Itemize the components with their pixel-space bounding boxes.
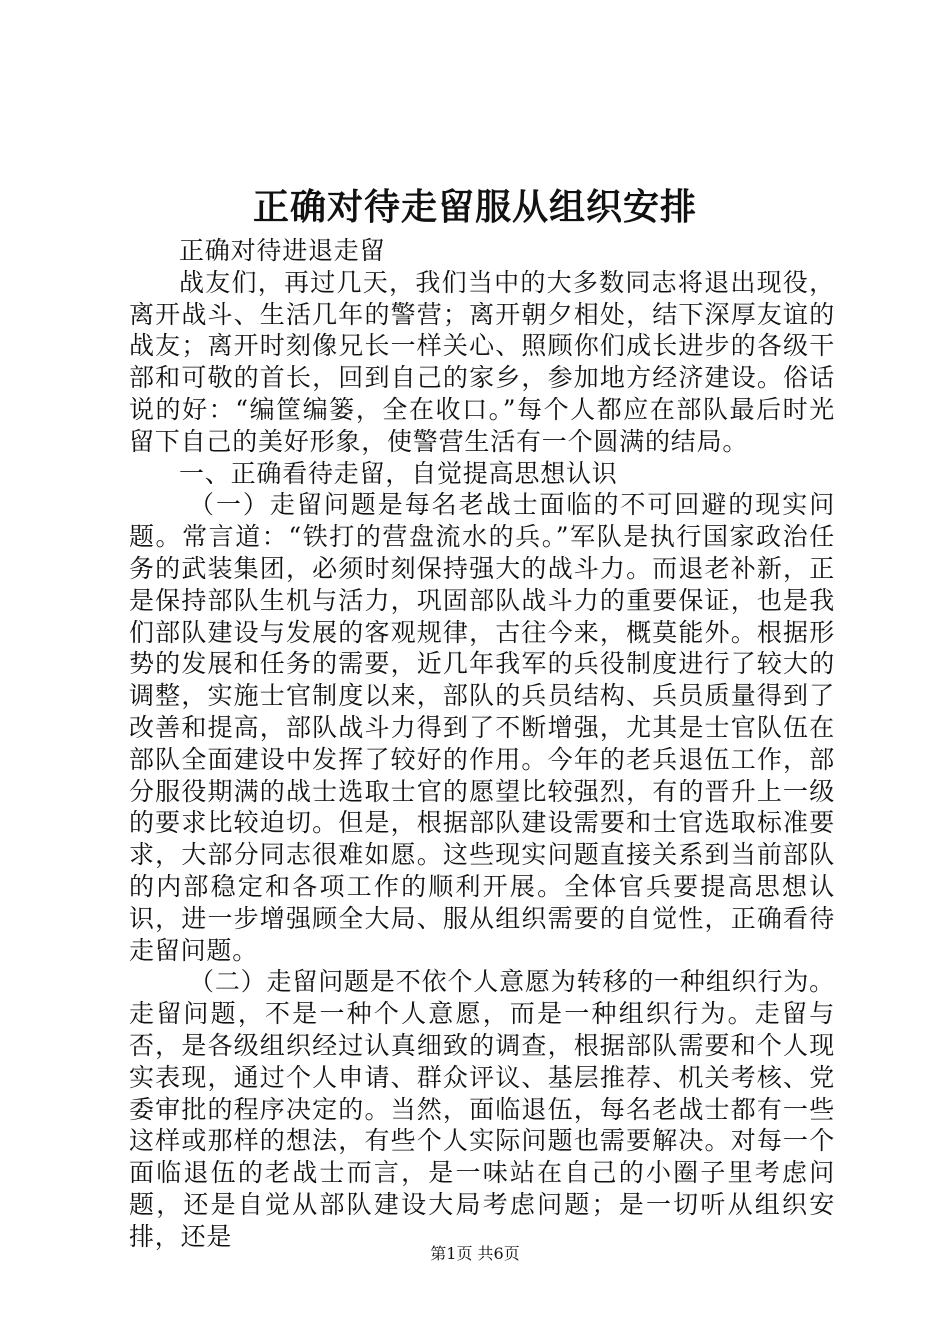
paragraph-intro: 战友们，再过几天，我们当中的大多数同志将退出现役，离开战斗、生活几年的警营；离开朝夕相处，结下深厚友谊的战友；离开时刻像兄长一样关心、照顾你们成长进步的各级干部和可敬的首长，回到自己的家乡，参加地方经济建设。俗话说的好：“编筐编篓，全在收口。”每个人都应在部队最后时光留下自己的美好形象，使警营生活有一个圆满的结局。 bbox=[129, 267, 835, 456]
paragraph-subsection-2: （二）走留问题是不依个人意愿为转移的一种组织行为。走留问题，不是一种个人意愿，而是一种组织行为。走留与否，是各级组织经过认真细致的调查，根据部队需要和个人现实表现，通过个人申请、群众评议、基层推荐、机关考核、党委审批的程序决定的。当然，面临退伍，每名老战士都有一些这样或那样的想法，有些个人实际问题也需要解决。对每一个面临退伍的老战士而言，是一味站在自己的小圈子里考虑问题，还是自觉从部队建设大局考虑问题；是一切听从组织安排，还是 bbox=[129, 967, 835, 1251]
section-heading-1: 一、正确看待走留，自觉提高思想认识 bbox=[179, 458, 618, 488]
document-body bbox=[129, 235, 835, 1253]
paragraph-subsection-1: （一）走留问题是每名老战士面临的不可回避的现实问题。常言道：“铁打的营盘流水的兵。”军队是执行国家政治任务的武装集团，必须时刻保持强大的战斗力。而退老补新，正是保持部队生机与活力，巩固部队战斗力的重要保证，也是我们部队建设与发展的客观规律，古往今来，概莫能外。根据形势的发展和任务的需要，近几年我军的兵役制度进行了较大的调整，实施士官制度以来，部队的兵员结构、兵员质量得到了改善和提高，部队战斗力得到了不断增强，尤其是士官队伍在部队全面建设中发挥了较好的作用。今年的老兵退伍工作，部分服役期满的战士选取士官的愿望比较强烈，有的晋升上一级的要求比较迫切。但是，根据部队建设需要和士官选取标准要求，大部分同志很难如愿。这些现实问题直接关系到当前部队的内部稳定和各项工作的顺利开展。全体官兵要提高思想认识，进一步增强顾全大局、服从组织需要的自觉性，正确看待走留问题。 bbox=[129, 490, 835, 965]
page-number-footer: 第1页 共6页 bbox=[430, 1244, 520, 1263]
document-title: 正确对待走留服从组织安排 bbox=[252, 187, 697, 228]
paragraph-heading-intro: 正确对待进退走留 bbox=[179, 236, 386, 265]
